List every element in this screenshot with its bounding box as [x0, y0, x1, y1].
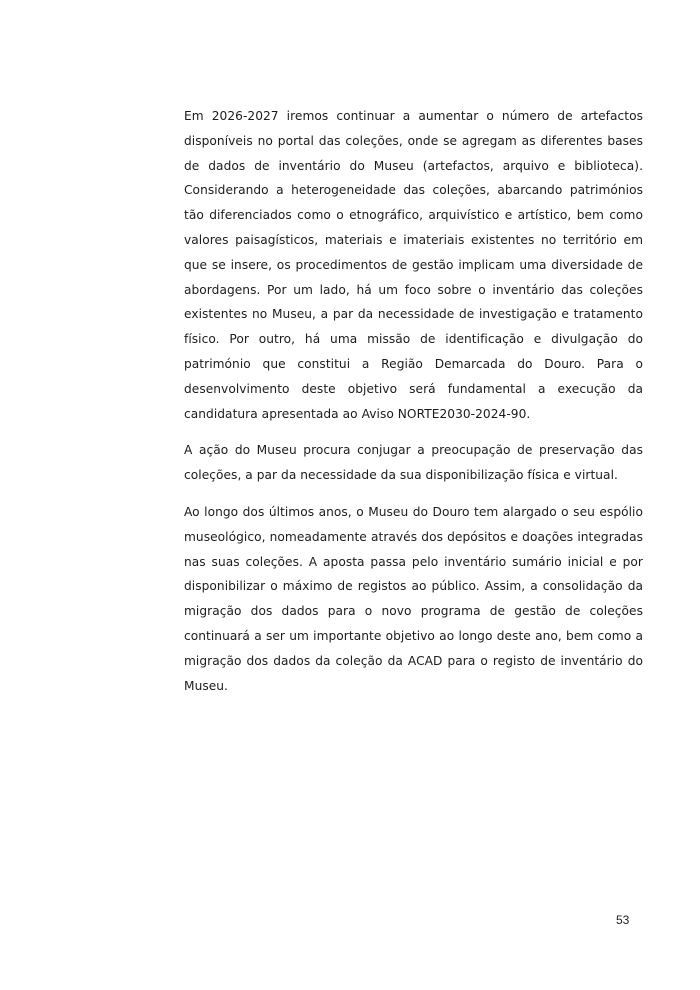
- paragraph-museum-collection-growth: Ao longo dos últimos anos, o Museu do Douro tem alargado o seu espólio museológico, nomeadamente através dos depósitos e doações integradas nas suas coleções. A aposta passa pelo inventário sumário inicial e por disponibilizar o máximo de registos ao público. Assim, a consolidação da migração dos dados para o novo programa de gestão de coleções continuará a ser um importante objetivo ao longo deste ano, bem como a migração dos dados da coleção da ACAD para o registo de inventário do Museu.: [184, 504, 643, 693]
- body-text: [184, 104, 643, 710]
- page-number: 53: [616, 913, 630, 927]
- paragraph-museum-action: A ação do Museu procura conjugar a preocupação de preservação das coleções, a par da necessidade da sua disponibilização física e virtual.: [184, 443, 643, 483]
- paragraph-collections-portal: Em 2026-2027 iremos continuar a aumentar o número de artefactos disponíveis no portal das coleções, onde se agregam as diferentes bases de dados de inventário do Museu (artefactos, arquivo e biblioteca). Considerando a heterogeneidade das coleções, abarcando patrimónios tão diferenciados como o etnográfico, arquivístico e artístico, bem como valores paisagísticos, materiais e imateriais existentes no território em que se insere, os procedimentos de gestão implicam uma diversidade de abordagens. Por um lado, há um foco sobre o inventário das coleções existentes no Museu, a par da necessidade de investigação e tratamento físico. Por outro, há uma missão de identificação e divulgação do património que constitui a Região Demarcada do Douro. Para o desenvolvimento deste objetivo será fundamental a execução da candidatura apresentada ao Aviso NORTE2030-2024-90.: [184, 109, 643, 421]
